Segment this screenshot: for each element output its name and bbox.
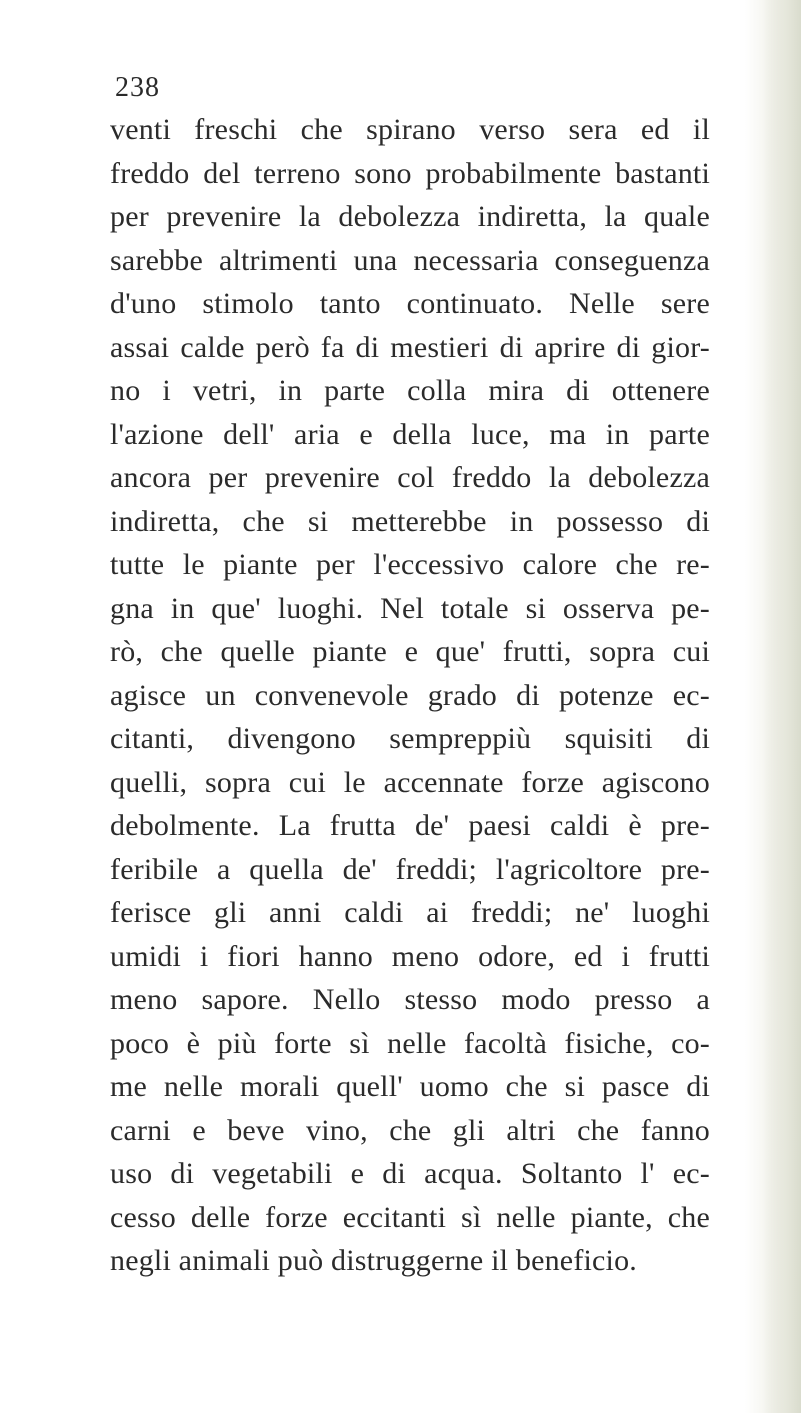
text-line: uso di vegetabili e di acqua. Soltanto l' ec- [110,1157,710,1190]
text-line: quelli, sopra cui le accennate forze agiscono [110,765,710,799]
text-line: cesso delle forze eccitanti sì nelle piante, che [110,1200,710,1234]
text-line: agisce un convenevole grado di potenze ec- [110,678,710,712]
text-line: rò, che quelle piante e que' frutti, sopra cui [110,635,710,668]
text-line: freddo del terreno sono probabilmente bastanti [110,156,710,190]
text-line: tutte le piante per l'eccessivo calore che re- [110,548,710,581]
text-line: per prevenire la debolezza indiretta, la quale [110,200,710,233]
text-line: no i vetri, in parte colla mira di ottenere [110,374,710,407]
text-line: carni e beve vino, che gli altri che fanno [110,1113,710,1147]
text-line: negli animali può distruggerne il beneficio. [110,1244,637,1277]
text-line: ferisce gli anni caldi ai freddi; ne' luoghi [110,896,710,929]
page-edge-shadow [763,0,801,1413]
text-line: umidi i fiori hanno meno odore, ed i frutti [110,939,710,973]
text-line: feribile a quella de' freddi; l'agricoltore pre- [110,852,710,886]
text-line: assai calde però fa di mestieri di aprire di gior- [110,330,710,364]
text-line: debolmente. La frutta de' paesi caldi è pre- [110,809,710,842]
text-line: l'azione dell' aria e della luce, ma in parte [110,417,710,451]
text-line: venti freschi che spirano verso sera ed il [110,113,710,146]
text-line: me nelle morali quell' uomo che si pasce di [110,1070,710,1103]
page-number: 238 [115,72,160,103]
text-line: meno sapore. Nello stesso modo presso a [110,983,710,1016]
text-line: sarebbe altrimenti una necessaria conseguenza [110,243,710,277]
text-line: d'uno stimolo tanto continuato. Nelle sere [110,287,710,320]
text-line: indiretta, che si metterebbe in possesso di [110,504,710,538]
text-line: ancora per prevenire col freddo la debolezza [110,461,710,494]
text-line: citanti, divengono sempreppiù squisiti di [110,722,710,755]
body-text [110,108,710,1283]
text-line: gna in que' luoghi. Nel totale si osserva pe- [110,591,710,625]
text-line: poco è più forte sì nelle facoltà fisiche, co- [110,1026,710,1060]
